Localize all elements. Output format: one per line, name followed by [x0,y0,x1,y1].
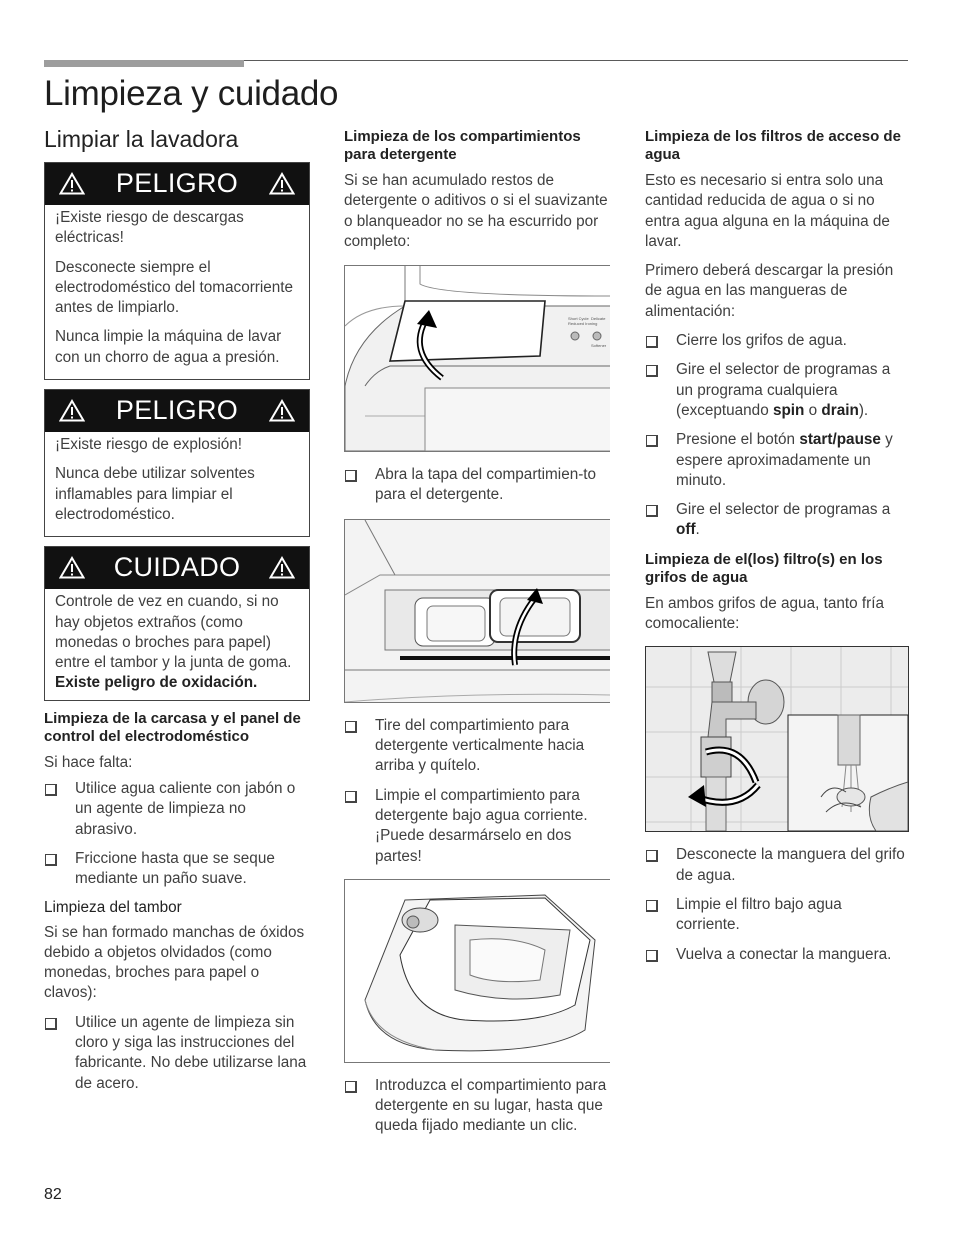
section-title: Limpiar la lavadora [44,126,239,152]
warning-text: Nunca debe utilizar solventes inflamables para limpiar el electrodoméstico. [55,465,255,523]
detergent-drawer-parts-illustration [345,880,610,1062]
list-item-text: Limpie el filtro bajo agua corriente. [676,895,842,934]
list-item [344,465,610,506]
detergent-drawer-illustration [345,520,610,702]
list-item [344,716,610,777]
intro-tambor: Si se han formado manchas de óxidos debido a objetos olvidados (como monedas, broches para papel o clavos): [44,923,305,1002]
list-item [44,779,310,840]
list-item [645,360,909,421]
intro-compartimientos: Si se han acumulado restos de detergente o aditivos o si el suavizante o blanqueador no se ha escurrido por completo: [344,172,608,250]
checkbox-icon [345,721,357,733]
list-item-text: Introduzca el compartimiento para detergente en su lugar, hasta que queda fijado mediante un clic. [375,1076,607,1135]
list-item-text: Abra la tapa del compartimien-to para el detergente. [375,466,597,504]
danger-box-electric [44,162,310,380]
warning-text: Nunca limpie la máquina de lavar con un chorro de agua a presión. [55,328,282,366]
checkbox-icon [345,470,357,482]
figure-open-lid [344,265,610,452]
caution-box-oxidation [44,546,310,700]
list-item-text: o [804,401,822,419]
checkbox-icon [646,365,658,377]
list-item [344,1076,610,1137]
column-middle [344,128,610,1146]
warning-header [45,547,309,589]
list-item [44,849,310,890]
figure-remove-drawer [344,519,610,703]
panel-label: Delicate [591,316,606,322]
checkbox-icon [646,850,658,862]
page-title: Limpieza y cuidado [44,74,339,113]
figure-drawer-parts [344,879,610,1063]
list-item [645,945,909,965]
warning-header [45,163,309,205]
heading-filtros-acceso: Limpieza de los filtros de acceso de agua [645,128,901,163]
checkbox-icon [45,854,57,866]
heading-compartimientos: Limpieza de los compartimientos para detergente [344,128,581,163]
checkbox-icon [646,336,658,348]
warning-text: ¡Existe riesgo de explosión! [55,436,243,454]
checkbox-icon [646,950,658,962]
checklist-step1 [344,465,610,506]
warning-triangle-icon [269,399,295,422]
list-item-text: ). [858,401,869,419]
checkbox-icon [646,435,658,447]
checklist-step2-3 [344,716,610,867]
list-item-text: y espere aproximadamente un minuto. [676,431,893,489]
list-item-text: Cierre los grifos de agua. [676,332,847,350]
warning-header [45,390,309,432]
intro-grifos: En ambos grifos de agua, tanto fría comocaliente: [645,594,884,633]
warning-triangle-icon [269,172,295,195]
checklist-grifos [645,845,909,964]
list-item-text: Utilice un agente de limpieza sin cloro y siga las instrucciones del fabricante. No debe utilizarse lana de acero. [75,1013,307,1092]
checklist-tambor [44,1013,310,1094]
panel-label: Short Cycle [568,316,589,322]
list-item-text: Desconecte la manguera del grifo de agua. [676,846,905,884]
faucet-filter-illustration [646,647,908,831]
list-item-text: Presione el botón [676,431,800,449]
heading-carcasa: Limpieza de la carcasa y el panel de control del electrodoméstico [44,709,301,745]
warning-label: CUIDADO [113,552,241,583]
panel-label: Reduced Ironing [568,321,598,327]
panel-label: Softener [591,343,607,349]
checkbox-icon [45,784,57,796]
checkbox-icon [45,1018,57,1030]
warning-text-main: Controle de vez en cuando, si no hay objetos extraños (como monedas o broches para papel) entre el tambor y la junta de goma. [55,593,292,672]
danger-box-explosion [44,389,310,537]
column-right [645,128,909,974]
list-item [44,1013,310,1094]
checkbox-icon [646,505,658,517]
page-number: 82 [44,1186,62,1203]
warning-text [55,592,299,693]
intro-filtros-acceso: Esto es necesario si entra solo una cantidad reducida de agua o si no entra agua alguna en la máquina de lavar. [645,172,890,250]
program-drain: drain [821,401,859,419]
heading-tambor: Limpieza del tambor [44,898,182,916]
warning-label: PELIGRO [115,395,239,426]
list-item [344,786,610,867]
list-item [645,500,909,541]
checklist-carcasa [44,779,310,889]
detergent-lid-illustration [345,266,610,451]
intro-carcasa: Si hace falta: [44,753,133,771]
list-item [645,430,909,491]
heading-grifos: Limpieza de el(los) filtro(s) en los grifos de agua [645,550,883,586]
program-off: off [676,521,696,539]
warning-text-bold: Existe peligro de oxidación. [55,674,258,692]
list-item-text: Utilice agua caliente con jabón o un agente de limpieza no abrasivo. [75,780,296,838]
figure-faucet-filter [645,646,909,832]
button-start-pause: start/pause [799,431,881,449]
list-item-text: Friccione hasta que se seque mediante un paño suave. [75,849,275,888]
warning-triangle-icon [269,556,295,579]
checklist-filtros-acceso [645,331,909,541]
program-spin: spin [772,401,805,419]
list-item-text: Limpie el compartimiento para detergente bajo agua corriente. ¡Puede desarmárselo en dos partes! [375,786,588,865]
intro2-filtros-acceso: Primero deberá descargar la presión de agua en las mangueras de alimentación: [645,262,894,320]
column-left [44,162,310,1103]
checkbox-icon [345,1081,357,1093]
list-item [645,331,909,351]
checkbox-icon [345,791,357,803]
list-item-text: Tire del compartimiento para detergente verticalmente hacia arriba y quítelo. [375,716,585,775]
list-item-text: . [695,521,700,539]
list-item [645,895,909,936]
warning-text: ¡Existe riesgo de descargas eléctricas! [55,209,244,247]
header-accent-bar [44,60,244,67]
checklist-step4 [344,1076,610,1137]
list-item-text: Gire el selector de programas a [676,501,891,519]
warning-label: PELIGRO [115,168,239,198]
list-item-text: Gire el selector de programas a un programa cualquiera (exceptuando [676,361,891,419]
list-item-text: Vuelva a conectar la manguera. [676,945,892,963]
checkbox-icon [646,900,658,912]
list-item [645,845,909,886]
warning-text: Desconecte siempre el electrodoméstico del tomacorriente antes de limpiarlo. [55,258,294,317]
